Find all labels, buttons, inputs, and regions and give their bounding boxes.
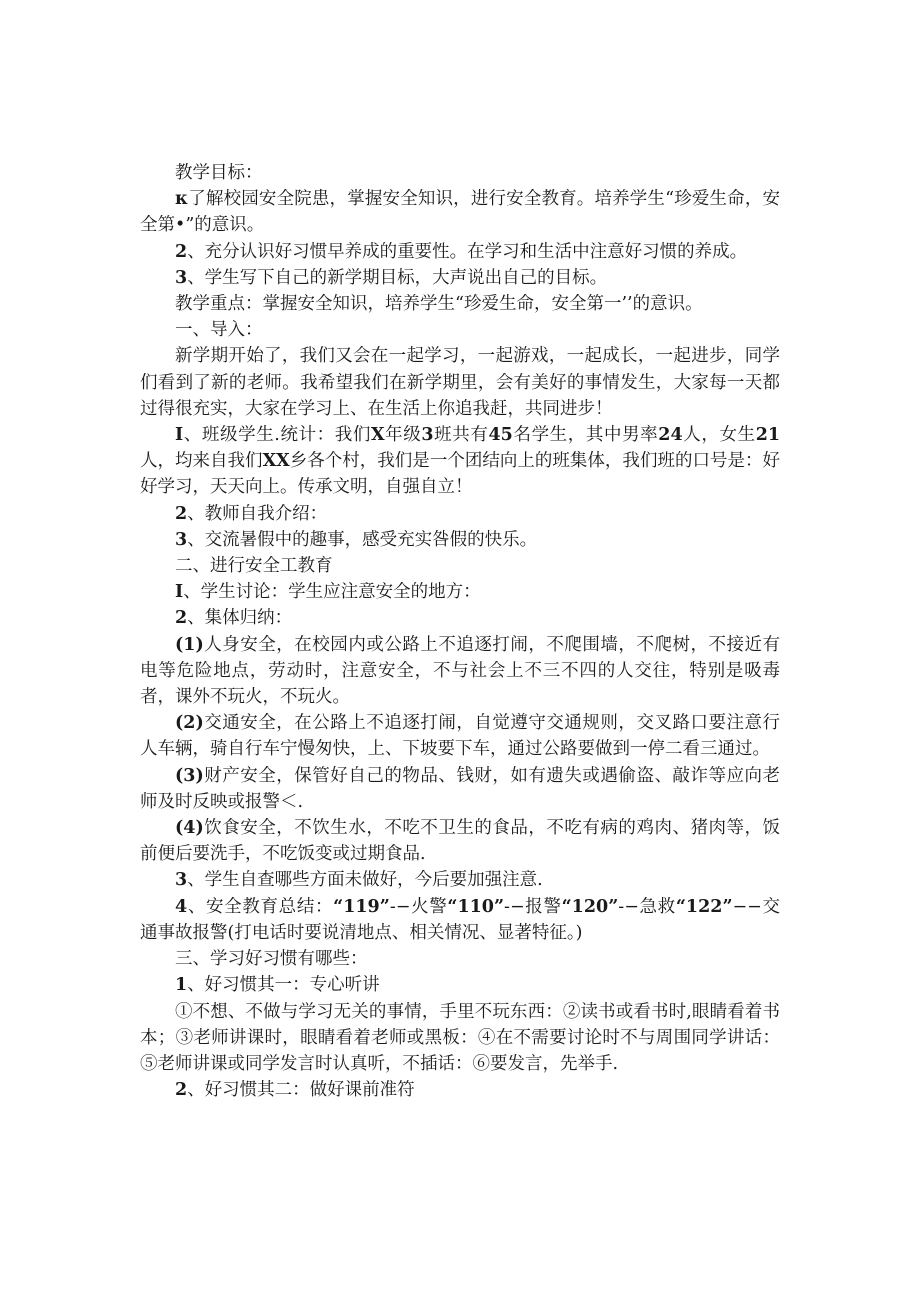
bold-run: 2	[175, 241, 188, 262]
text-run: 二、进行安全工教育	[175, 556, 333, 577]
paragraph	[140, 972, 780, 998]
text-run: 、充分认识好习惯早养成的重要性。在学习和生活中注意好习惯的养成。	[187, 241, 748, 262]
bold-run: 24	[658, 425, 683, 446]
paragraph	[140, 815, 780, 867]
paragraph	[140, 632, 780, 711]
paragraph	[140, 343, 780, 422]
bold-run: 1	[175, 975, 188, 996]
bold-run: (2)	[175, 713, 204, 734]
text-run: 乡各个村，我们是一个团结向上的班集体，我们班的口号是：好好学习，天天向上。传承文明，自强自立！	[140, 451, 781, 498]
paragraph	[140, 710, 780, 762]
paragraph	[140, 894, 780, 946]
text-run: −−交通事故报警(打电话时要说清地点、相关情况、显著特征。)	[140, 896, 781, 943]
paragraph	[140, 867, 780, 893]
text-run: 、班级学生.	[183, 425, 280, 446]
text-run: 统计：我们	[279, 425, 371, 446]
text-run: 人，女生	[682, 425, 756, 446]
text-run: -−急救	[618, 896, 676, 917]
text-run: 、集体归纳：	[187, 608, 293, 629]
paragraph	[140, 239, 780, 265]
bold-run: κ	[175, 189, 189, 210]
bold-run: “110”	[447, 896, 505, 917]
document-body	[140, 160, 780, 1103]
paragraph	[140, 186, 780, 238]
text-run: ①不想、不做与学习无关的事情，手里不玩东西：②读书或看书时,眼睛看着书本；③老师讲课时，眼睛看着老师或黑板：④在不需要讨论时不与周围同学讲话：⑤老师讲课或同学发言时认真听，不插话：⑥要发言，先举手.	[140, 1001, 780, 1074]
text-run: 三、学习好习惯有哪些：	[175, 949, 368, 970]
bold-run: 3	[175, 267, 188, 288]
text-run: 教学目标：	[175, 163, 263, 183]
bold-run: (1)	[175, 634, 204, 655]
paragraph	[140, 999, 780, 1078]
text-run: 人，均来自我们	[140, 451, 263, 472]
bold-run: 3	[175, 870, 188, 891]
text-run: -−火警	[389, 896, 448, 917]
paragraph	[140, 501, 780, 527]
bold-run: 3	[421, 425, 434, 446]
bold-run: 2	[175, 608, 188, 629]
bold-run: 4	[175, 896, 188, 917]
bold-run: I	[175, 582, 184, 603]
text-run: 一、导入：	[175, 320, 263, 341]
text-run: 、安全教育总结：	[187, 896, 334, 917]
paragraph	[140, 553, 780, 579]
text-run: 交通安全，在公路上不追逐打闹，自觉遵守交通规则，交叉路口要注意行人车辆，骑自行车宁慢匆快，上、下坡要下车，通过公路要做到一停二看三通过。	[140, 713, 780, 760]
text-run: 班共有	[433, 425, 489, 446]
bold-run: “122”	[675, 896, 733, 917]
paragraph	[140, 579, 780, 605]
bold-run: 2	[175, 1080, 188, 1101]
paragraph	[140, 160, 780, 186]
text-run: 年级	[384, 425, 422, 446]
bold-run: “119”	[333, 896, 390, 917]
text-run: 了解校园安全院患，掌握安全知识，进行安全教育。培养学生“珍爱生命，安全第•”的意识。	[140, 189, 780, 236]
bold-run: “120”	[561, 896, 619, 917]
text-run: 、交流暑假中的趣事，感受充实咎假的快乐。	[187, 529, 538, 550]
bold-run: X	[371, 425, 385, 446]
bold-run: 2	[175, 503, 188, 524]
bold-run: I	[175, 425, 184, 446]
paragraph	[140, 946, 780, 972]
text-run: 人身安全，在校园内或公路上不追逐打闹，不爬围墙，不爬树，不接近有电等危险地点，劳动时，注意安全，不与社会上不三不四的人交往，特别是吸毒者，课外不玩火，不玩火。	[140, 634, 780, 708]
text-run: 、好习惯其一：专心听讲	[187, 975, 380, 996]
text-run: -−报警	[504, 896, 562, 917]
text-run: 、教师自我介绍：	[187, 503, 328, 524]
bold-run: 3	[175, 529, 188, 550]
text-run: 教学重点：掌握安全知识，培养学生“珍爱生命，安全第一’’的意识。	[175, 294, 703, 315]
paragraph	[140, 291, 780, 317]
bold-run: 45	[488, 425, 513, 446]
bold-run: 21	[755, 425, 781, 446]
text-run: 、学生写下自己的新学期目标，大声说出自己的目标。	[187, 267, 608, 288]
paragraph	[140, 763, 780, 815]
bold-run: XX	[262, 451, 290, 472]
text-run: 财产安全，保管好自己的物品、钱财，如有遗失或遇偷盗、敲诈等应向老师及时反映或报警＜.	[140, 765, 780, 812]
paragraph	[140, 527, 780, 553]
paragraph	[140, 422, 780, 501]
text-run: 、学生自查哪些方面未做好，今后要加强注意.	[187, 870, 543, 891]
paragraph	[140, 605, 780, 631]
text-run: 、学生讨论：学生应注意安全的地方：	[183, 582, 481, 603]
paragraph	[140, 317, 780, 343]
text-run: 名学生，其中男率	[512, 425, 659, 446]
text-run: 饮食安全，不饮生水，不吃不卫生的食品，不吃有病的鸡肉、猪肉等，饭前便后要洗手，不吃饭变或过期食品.	[140, 818, 780, 865]
text-run: 、好习惯其二：做好课前准符	[187, 1080, 415, 1101]
bold-run: (3)	[175, 765, 204, 786]
bold-run: (4)	[175, 818, 204, 839]
text-run: 新学期开始了，我们又会在一起学习，一起游戏，一起成长，一起进步，同学们看到了新的老师。我希望我们在新学期里，会有美好的事情发生，大家每一天都过得很充实，大家在学习上、在生活上你追我赶，共同进步！	[140, 346, 780, 419]
paragraph	[140, 265, 780, 291]
paragraph	[140, 1077, 780, 1103]
